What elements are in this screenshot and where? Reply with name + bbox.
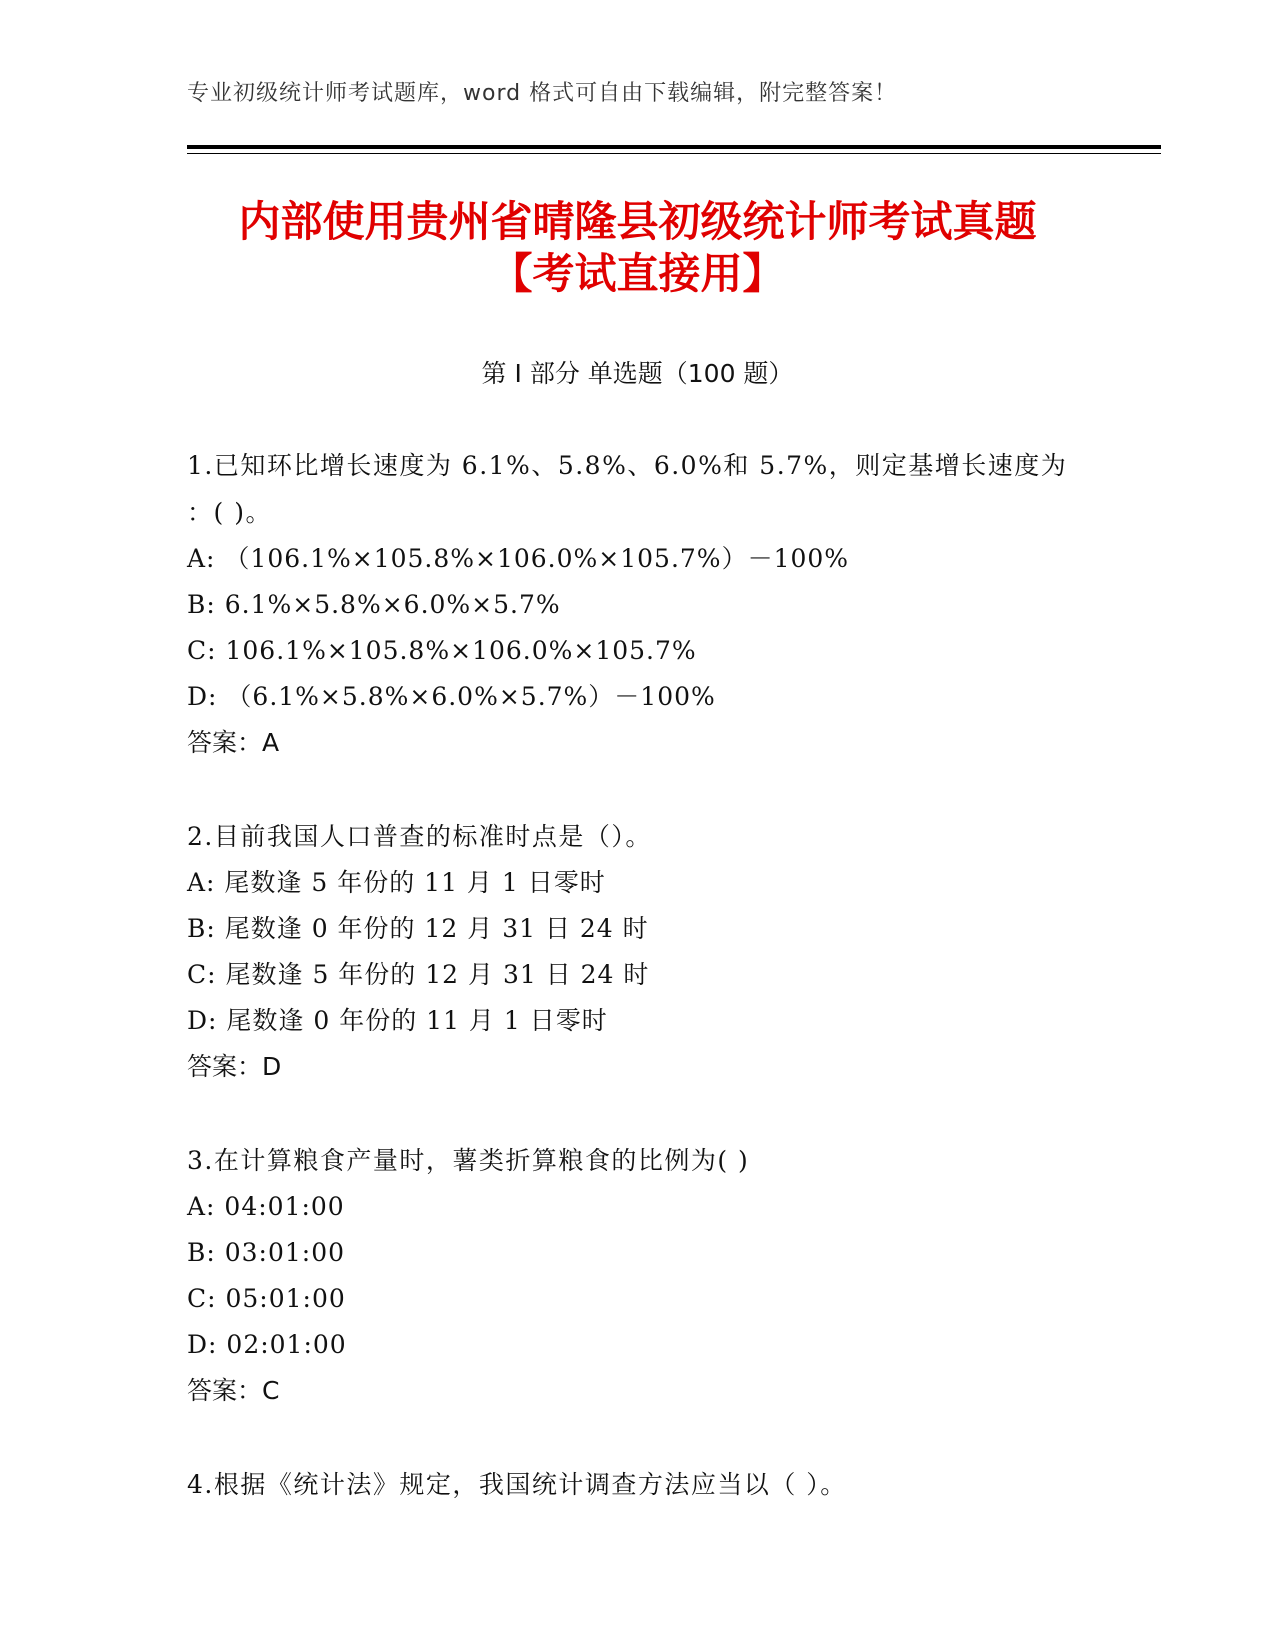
option-c: C: 106.1%×105.8%×106.0%×105.7% [187, 636, 697, 665]
question-stem [187, 442, 1087, 536]
option-c: C: 尾数逢 5 年份的 12 月 31 日 24 时 [187, 960, 650, 989]
option-a: A: 尾数逢 5 年份的 11 月 1 日零时 [187, 868, 606, 897]
section-title: 第 I 部分 单选题（100 题） [481, 359, 794, 388]
header-rule-thick [187, 145, 1161, 149]
question-stem [187, 1461, 1087, 1508]
question-stem-line: 3.在计算粮食产量时，薯类折算粮食的比例为( ) [187, 1146, 750, 1175]
header-note: 专业初级统计师考试题库，word 格式可自由下载编辑，附完整答案！ [187, 81, 898, 106]
option-a: A: （106.1%×105.8%×106.0%×105.7%）－100% [187, 544, 850, 573]
title-line-2: 【考试直接用】 [490, 249, 785, 298]
document-title [120, 196, 1155, 300]
question-stem-line: ：( )。 [187, 498, 272, 527]
option-d: D: 02:01:00 [187, 1330, 347, 1359]
option-b: B: 6.1%×5.8%×6.0%×5.7% [187, 590, 561, 619]
answer: 答案：D [187, 1052, 282, 1081]
option-b: B: 尾数逢 0 年份的 12 月 31 日 24 时 [187, 914, 649, 943]
answer: 答案：A [187, 728, 280, 757]
question-stem-line: 4.根据《统计法》规定，我国统计调查方法应当以（ ）。 [187, 1470, 847, 1499]
question-1 [187, 442, 1087, 766]
question-4 [187, 1461, 1087, 1508]
question-stem-line: 2.目前我国人口普查的标准时点是（）。 [187, 822, 652, 851]
answer: 答案：C [187, 1376, 280, 1405]
header-rule-thin [187, 153, 1161, 154]
question-stem [187, 813, 1087, 860]
option-d: D: 尾数逢 0 年份的 11 月 1 日零时 [187, 1006, 608, 1035]
question-stem-line: 1.已知环比增长速度为 6.1%、5.8%、6.0%和 5.7%，则定基增长速度为 [187, 451, 1068, 480]
option-d: D: （6.1%×5.8%×6.0%×5.7%）－100% [187, 682, 716, 711]
question-2 [187, 813, 1087, 1090]
question-list [187, 442, 1087, 1555]
option-b: B: 03:01:00 [187, 1238, 346, 1267]
question-stem [187, 1137, 1087, 1184]
title-line-1: 内部使用贵州省晴隆县初级统计师考试真题 [238, 197, 1037, 246]
option-a: A: 04:01:00 [187, 1192, 345, 1221]
option-c: C: 05:01:00 [187, 1284, 346, 1313]
question-3 [187, 1137, 1087, 1414]
